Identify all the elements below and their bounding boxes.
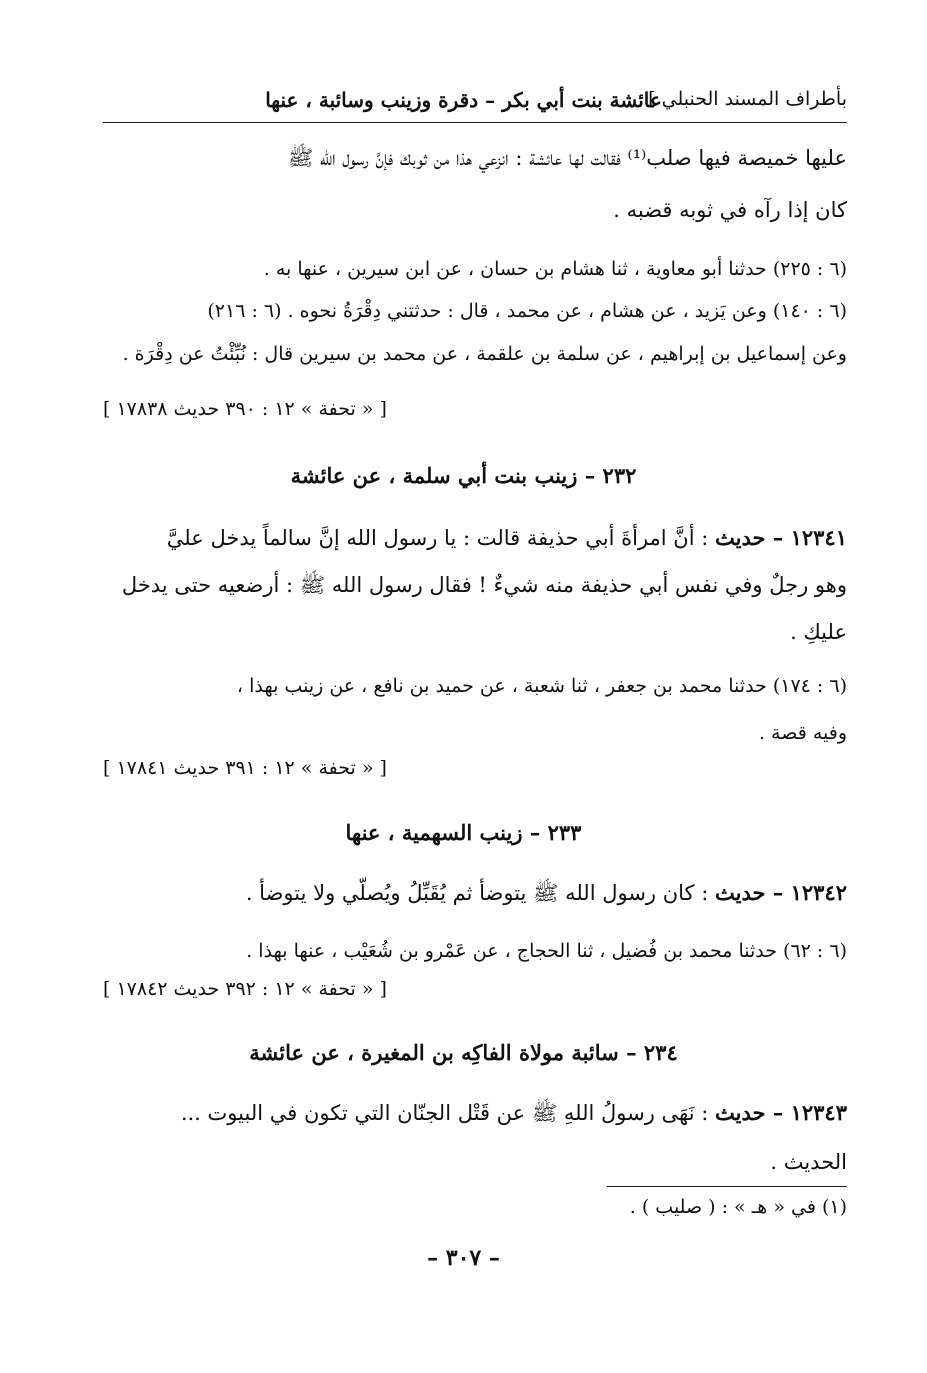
hadith-12343-first-line [181, 1100, 847, 1131]
running-header-book-title: بأطراف المسند الحنبلي ] [648, 88, 847, 110]
footnote-rule [607, 1186, 847, 1187]
header-rule [103, 122, 847, 123]
isnad-line: (٦ : ٦٢) حدثنا محمد بن فُضيل ، ثنا الحجاج ، عن عَمْرو بن شُعَيْب ، عنها بهذا . [246, 940, 847, 962]
tuhfa-reference: [ « تحفة » ١٢ : ٣٩٠ حديث ١٧٨٣٨ ] [103, 398, 387, 420]
tuhfa-reference: [ « تحفة » ١٢ : ٣٩٢ حديث ١٧٨٤٢ ] [103, 978, 387, 1000]
isnad-line: (٦ : ٢٢٥) حدثنا أبو معاوية ، ثنا هشام بن حسان ، عن ابن سيرين ، عنها به . [263, 258, 847, 280]
section-title-234: ٢٣٤ – سائبة مولاة الفاكِه بن المغيرة ، عن عائشة [249, 1040, 678, 1065]
hadith-12341-first-line [167, 525, 847, 550]
running-header-chapter: عائشة بنت أبي بكر – دقرة وزينب وسائبة ، عنها [265, 88, 662, 112]
hadith-12342-line [246, 880, 847, 911]
isnad-line: وعن إسماعيل بن إبراهيم ، عن سلمة بن علقمة ، عن محمد بن سيرين قال : نُبِّئْتُ عن دِقْرَة . [122, 343, 847, 365]
text-line: عليكِ . [790, 620, 847, 644]
hadith-number: ١٢٣٤١ – حديث [715, 525, 847, 550]
tuhfa-reference: [ « تحفة » ١٢ : ٣٩١ حديث ١٧٨٤١ ] [103, 757, 387, 779]
section-title-233: ٢٣٣ – زينب السهمية ، عنها [345, 820, 582, 845]
isnad-line: وفيه قصة . [758, 722, 847, 744]
text-line: الحديث . [770, 1150, 847, 1174]
section-title-232: ٢٣٢ – زينب بنت أبي سلمة ، عن عائشة [290, 463, 637, 488]
isnad-line: (٦ : ١٤٠) وعن يَزيد ، عن هشام ، عن محمد ، قال : حدثتني دِقْرَةُ نحوه . (٦ : ٢١٦) [207, 300, 847, 322]
text-line: عليها خميصة فيها صلب⁽¹⁾ فقالت لها عائشة : انزعي هذا من ثوبك فإنَّ رسول الله ﷺ [287, 146, 847, 170]
hadith-text: : كان رسول الله ﷺ يتوضأ ثم يُقَبِّلُ ويُصلّي ولا يتوضأ . [245, 881, 709, 905]
text-line: كان إذا رآه في ثوبه قضبه . [613, 198, 847, 222]
footnote: (١) في « هـ » : ( صليب ) . [629, 1196, 847, 1218]
hadith-text: : نَهَى رسولُ اللهِ ﷺ عن قَتْل الجنّان التي تكون في البيوت ... [180, 1101, 709, 1125]
page-number: – ٣٠٧ – [427, 1245, 500, 1271]
isnad-line: (٦ : ١٧٤) حدثنا محمد بن جعفر ، ثنا شعبة ، عن حميد بن نافع ، عن زينب بهذا ، [236, 675, 847, 697]
hadith-number: ١٢٣٤٣ – حديث [715, 1100, 847, 1125]
text-line: وهو رجلٌ وفي نفس أبي حذيفة منه شيءٌ ! فقال رسول الله ﷺ : أرضعيه حتى يدخل [121, 573, 847, 597]
hadith-text: : أنَّ امرأةَ أبي حذيفة قالت : يا رسول الله إنَّ سالماً يدخل عليَّ [166, 526, 709, 550]
hadith-number: ١٢٣٤٢ – حديث [715, 880, 847, 905]
